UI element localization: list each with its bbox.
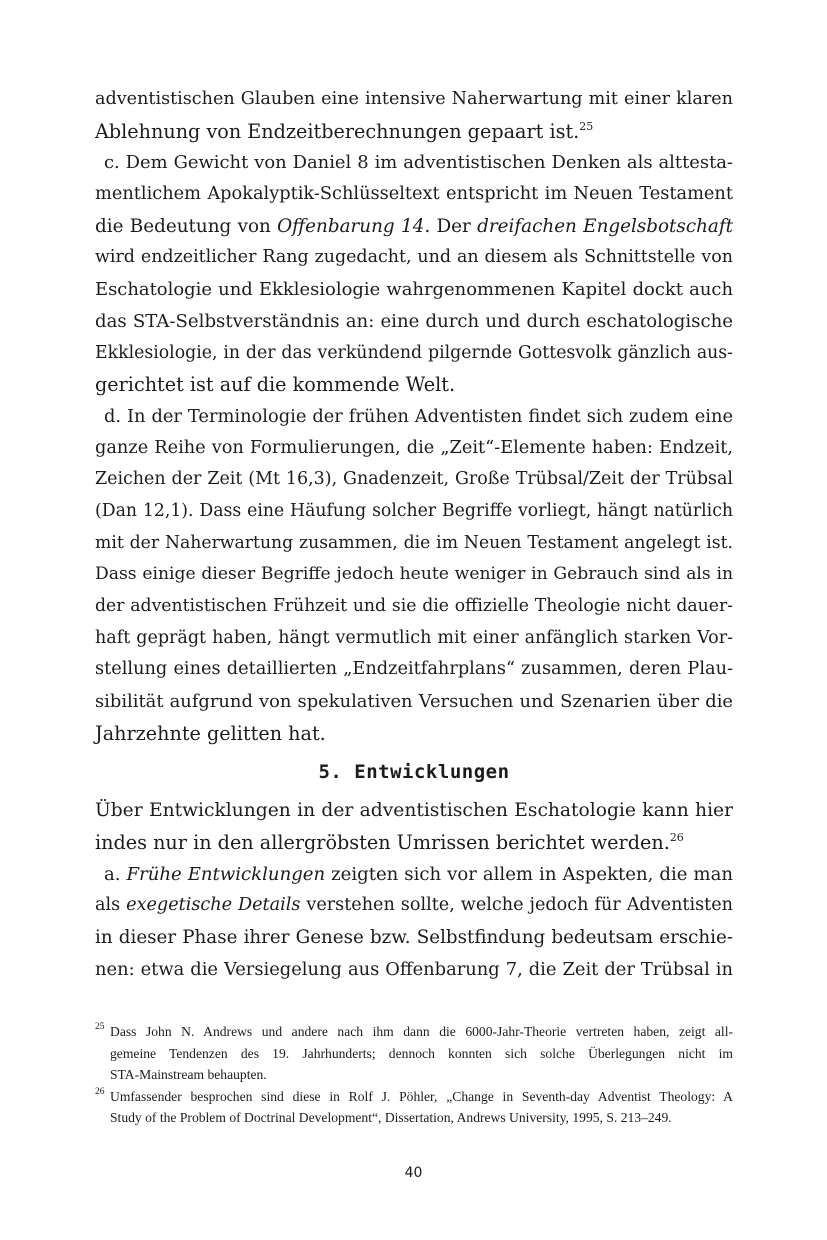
text-line: (Dan 12,1). Dass eine Häufung solcher Begriffe vorliegt, hängt natürlich: [95, 500, 733, 521]
text-span: indes nur in den allergröbsten Umrissen berichtet werden.: [95, 830, 670, 854]
text-line: Über Entwicklungen in der adventistischen Eschatologie kann hier: [95, 800, 733, 822]
text-line: wird endzeitlicher Rang zugedacht, und an diesem als Schnittstelle von: [95, 247, 733, 268]
footnote-line: Study of the Problem of Doctrinal Development“, Dissertation, Andrews University, 1995, S. 213–249.: [110, 1110, 672, 1125]
text-line: haft geprägt haben, hängt vermutlich mit einer anfänglich starken Vor-: [95, 627, 733, 648]
footnote-line: gemeine Tendenzen des 19. Jahrhunderts; dennoch konnten sich solche Überlegungen nicht im: [110, 1045, 733, 1061]
text-line: Dass einige dieser Begriffe jedoch heute weniger in Gebrauch sind als in: [95, 564, 733, 585]
footnote-number: 25: [95, 1022, 105, 1032]
text-span: Ablehnung von Endzeitberechnungen gepaart ist.: [95, 119, 580, 143]
footnote-reference[interactable]: 26: [669, 830, 684, 844]
italic-text: dreifachen Engelsbotschaft: [477, 215, 734, 237]
text-span: . Der: [424, 215, 478, 237]
text-line: nen: etwa die Versiegelung aus Offenbarung 7, die Zeit der Trübsal in: [95, 958, 733, 980]
text-span: zeigten sich vor allem in Aspekten, die man: [325, 863, 733, 885]
text-line: [95, 890, 733, 922]
text-span: als: [95, 895, 127, 916]
footnotes: [95, 1021, 733, 1129]
footnote-line: STA-Mainstream behaupten.: [110, 1067, 267, 1082]
footnote-number: 26: [95, 1086, 105, 1097]
text-line: gerichtet ist auf die kommende Welt.: [95, 373, 456, 397]
text-line: in dieser Phase ihrer Genese bzw. Selbstfindung bedeutsam erschie-: [95, 926, 733, 948]
text-line: Jahrzehnte gelitten hat.: [95, 721, 326, 745]
text-line: der adventistischen Frühzeit und sie die offizielle Theologie nicht dauer-: [95, 596, 733, 616]
italic-text: Frühe Entwicklungen: [126, 863, 326, 885]
text-line: [95, 859, 733, 891]
footnote: [95, 1086, 733, 1129]
body-text: [95, 84, 733, 985]
text-line: ganze Reihe von Formulierungen, die „Zeit“-Elemente haben: Endzeit,: [95, 437, 733, 458]
text-line: Eschatologie und Ekklesiologie wahrgenommenen Kapitel dockt auch: [95, 279, 733, 301]
text-line: das STA-Selbstverständnis an: eine durch und durch eschatologische: [95, 310, 733, 332]
footnote-line: Umfassender besprochen sind diese in Rolf J. Pöhler, „Change in Seventh-day Adventist Theology: A: [110, 1088, 733, 1104]
text-line: [95, 116, 733, 148]
text-line: mit der Naherwartung zusammen, die im Neuen Testament angelegt ist.: [95, 532, 733, 553]
text-line: mentlichem Apokalyptik-Schlüsseltext entspricht im Neuen Testament: [95, 184, 733, 205]
footnote: [95, 1021, 733, 1086]
page-number: 40: [404, 1165, 423, 1181]
footnote-reference[interactable]: 25: [579, 119, 594, 133]
text-span: verstehen sollte, welche jedoch für Adventisten: [300, 895, 734, 916]
footnote-line: Dass John N. Andrews und andere nach ihm dann die 6000-Jahr-Theorie vertreten haben, zeigt all-: [110, 1024, 733, 1039]
text-line: [95, 827, 733, 859]
section-heading: 5. Entwicklungen: [318, 761, 510, 784]
text-line: adventistischen Glauben eine intensive Naherwartung mit einer klaren: [95, 89, 733, 109]
italic-text: exegetische Details: [126, 895, 301, 916]
text-line: sibilität aufgrund von spekulativen Versuchen und Szenarien über die: [95, 691, 733, 713]
text-line: Ekklesiologie, in der das verkündend pilgernde Gottesvolk gänzlich aus-: [95, 342, 733, 363]
italic-text: Offenbarung 14: [277, 215, 425, 237]
text-span: a.: [104, 863, 127, 885]
text-line: d. In der Terminologie der frühen Adventisten findet sich zudem eine: [104, 405, 733, 427]
text-span: die Bedeutung von: [95, 215, 278, 237]
text-line: stellung eines detaillierten „Endzeitfahrplans“ zusammen, deren Plau-: [95, 659, 733, 680]
text-line: [95, 211, 733, 243]
text-line: Zeichen der Zeit (Mt 16,3), Gnadenzeit, Große Trübsal/Zeit der Trübsal: [95, 469, 733, 490]
text-line: c. Dem Gewicht von Daniel 8 im adventistischen Denken als alttesta-: [104, 152, 733, 174]
